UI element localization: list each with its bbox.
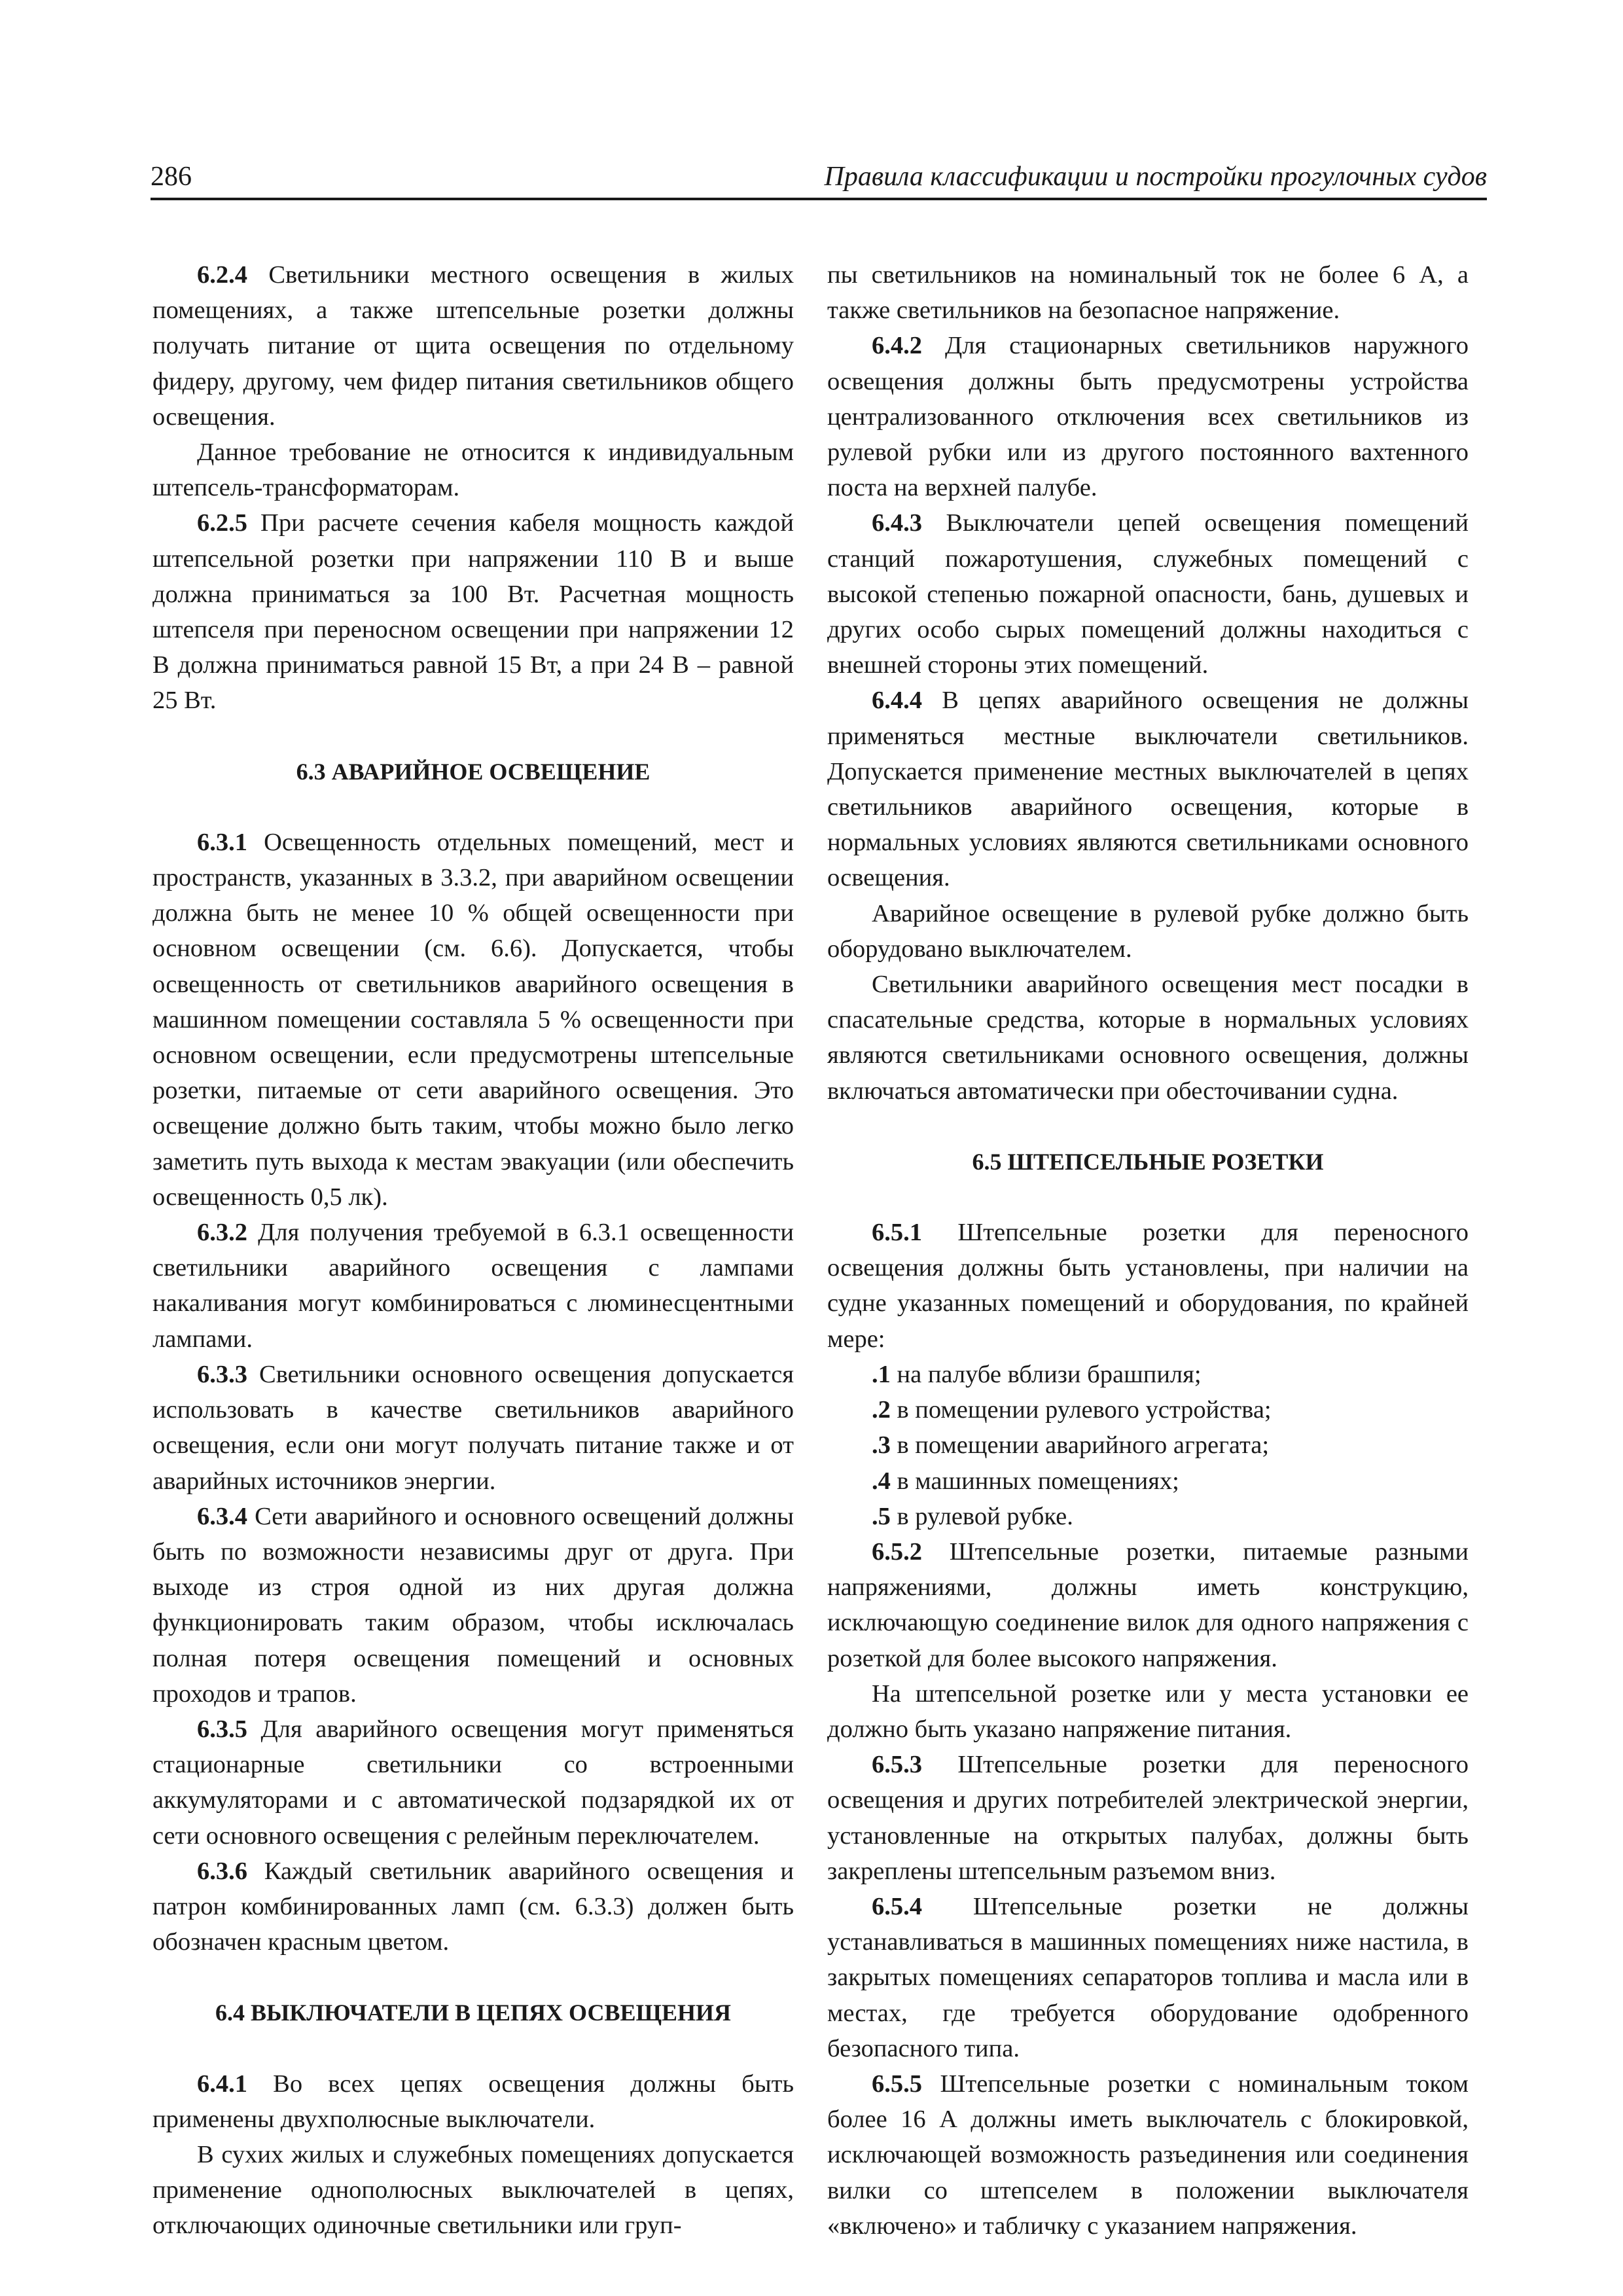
paragraph-6-4-4-note-1: Аварийное освещение в рулевой рубке должно быть оборудовано выключателем. xyxy=(827,899,1469,963)
left-column xyxy=(152,257,794,2244)
clause-number: 6.3.2 xyxy=(197,1219,247,1247)
paragraph-text: Во всех цепях освещения должны быть применены двухполюсные выключатели. xyxy=(152,2070,794,2133)
list-item-text: в помещении аварийного агрегата; xyxy=(890,1431,1270,1460)
clause-number: 6.5.2 xyxy=(872,1537,922,1566)
paragraph-text: Каждый светильник аварийного освещения и патрон комбинированных ламп (см. 6.3.3) должен быть обозначен красным цветом. xyxy=(152,1857,794,1956)
clause-number: 6.5.3 xyxy=(872,1751,922,1779)
paragraph-6-5-4 xyxy=(827,1889,1469,2066)
paragraph-text: Для получения требуемой в 6.3.1 освещенности светильники аварийного освещения с лампами накаливания могут комбинироваться с люминесцентными лампами. xyxy=(152,1219,794,1353)
list-item-text: на палубе вблизи брашпиля; xyxy=(890,1360,1202,1388)
paragraph-text: Освещенность отдельных помещений, мест и пространств, указанных в 3.3.2, при аварийном освещении должна быть не менее 10 % общей освещенности при основном освещении (см. 6.6). Допускается, чтобы освещенность от светильников аварийного освещения в машинном помещении составляла 5 % освещенности при основном освещении, если предусмотрены штепсельные розетки, питаемые от сети аварийного освещения. Это освещение должно быть таким, чтобы можно было легко заметить путь выхода к местам эвакуации (или обеспечить освещенность 0,5 лк). xyxy=(152,828,794,1211)
clause-number: 6.4.2 xyxy=(872,332,922,360)
list-item-text: в машинных помещениях; xyxy=(890,1467,1179,1495)
paragraph-text: Светильники местного освещения в жилых помещениях, а также штепсельные розетки должны получать питание от щита освещения по отдельному фидеру, другому, чем фидер питания светильников общего освещения. xyxy=(152,261,794,431)
clause-number: 6.3.5 xyxy=(197,1715,247,1743)
clause-number: 6.3.4 xyxy=(197,1502,247,1530)
paragraph-text: Выключатели цепей освещения помещений станций пожаротушения, служебных помещений с высокой степенью пожарной опасности, бань, душевых и других особо сырых помещений должны находиться с внешней стороны этих помещений. xyxy=(827,509,1469,679)
paragraph-text: Штепсельные розетки не должны устанавливаться в машинных помещениях ниже настила, в закрытых помещениях сепараторов топлива и масла или в местах, где требуется оборудование одобренного безопасного типа. xyxy=(827,1892,1469,2062)
list-item xyxy=(827,1357,1469,1392)
paragraph-text: В цепях аварийного освещения не должны применяться местные выключатели светильников. Допускается применение местных выключателей в цепях светильников аварийного освещения, которые в нормальных условиях являются светильниками основного освещения. xyxy=(827,687,1469,892)
clause-number: 6.2.4 xyxy=(197,261,247,289)
list-item-number: .5 xyxy=(872,1502,891,1530)
paragraph-6-5-2 xyxy=(827,1534,1469,1676)
list-item-number: .3 xyxy=(872,1431,891,1460)
section-heading-6-5: 6.5 ШТЕПСЕЛЬНЫЕ РОЗЕТКИ xyxy=(972,1148,1324,1175)
clause-number: 6.4.1 xyxy=(197,2070,247,2098)
clause-number: 6.4.4 xyxy=(872,687,922,715)
paragraph-6-5-1 xyxy=(827,1215,1469,1357)
paragraph-6-3-6 xyxy=(152,1854,794,1960)
right-column xyxy=(827,257,1469,2244)
paragraph-6-2-4-note: Данное требование не относится к индивидуальным штепсель-трансформаторам. xyxy=(152,439,794,502)
paragraph-6-3-3 xyxy=(152,1357,794,1499)
running-title: Правила классификации и постройки прогулочных судов xyxy=(824,162,1487,192)
paragraph-6-3-2 xyxy=(152,1215,794,1357)
paragraph-text: Штепсельные розетки для переносного освещения и других потребителей электрической энергии, установленные на открытых палубах, должны быть закреплены штепсельным разъемом вниз. xyxy=(827,1751,1469,1885)
paragraph-text: Для аварийного освещения могут применяться стационарные светильники со встроенными аккумуляторами и с автоматической подзарядкой их от сети основного освещения с релейным переключателем. xyxy=(152,1715,794,1850)
paragraph-6-5-5 xyxy=(827,2066,1469,2244)
paragraph-6-2-5 xyxy=(152,505,794,718)
paragraph-text: Штепсельные розетки с номинальным током более 16 А должны иметь выключатель с блокировкой, исключающей возможность разъединения или соединения вилки со штепселем в положении выключателя «включено» и табличку с указанием напряжения. xyxy=(827,2070,1469,2240)
paragraph-6-4-4 xyxy=(827,683,1469,895)
clause-number: 6.5.5 xyxy=(872,2070,922,2098)
list-item xyxy=(827,1499,1469,1534)
paragraph-text: Для стационарных светильников наружного освещения должны быть предусмотрены устройства централизованного отключения всех светильников из рулевой рубки или из другого постоянного вахтенного поста на верхней палубе. xyxy=(827,332,1469,502)
paragraph-6-4-1 xyxy=(152,2066,794,2137)
clause-number: 6.5.1 xyxy=(872,1219,922,1247)
list-item-number: .4 xyxy=(872,1467,891,1495)
paragraph-6-4-3 xyxy=(827,505,1469,683)
paragraph-6-5-3 xyxy=(827,1747,1469,1889)
paragraph-6-4-4-note-2: Светильники аварийного освещения мест посадки в спасательные средства, которые в нормальных условиях являются светильниками основного освещения, должны включаться автоматически при обесточивании судна. xyxy=(827,971,1469,1105)
list-item-number: .1 xyxy=(872,1360,891,1388)
paragraph-6-4-2 xyxy=(827,328,1469,505)
paragraph-6-3-4 xyxy=(152,1499,794,1712)
section-heading-6-4: 6.4 ВЫКЛЮЧАТЕЛИ В ЦЕПЯХ ОСВЕЩЕНИЯ xyxy=(215,2000,732,2026)
page-header xyxy=(151,152,1487,200)
paragraph-6-3-1 xyxy=(152,825,794,1215)
clause-number: 6.3.3 xyxy=(197,1360,247,1388)
paragraph-6-4-1-note: В сухих жилых и служебных помещениях допускается применение однополюсных выключателей в цепях, отключающих одиночные светильники или груп- xyxy=(152,2140,794,2240)
paragraph-continued: пы светильников на номинальный ток не более 6 А, а также светильников на безопасное напряжение. xyxy=(827,261,1469,325)
list-item-text: в помещении рулевого устройства; xyxy=(890,1396,1272,1424)
clause-number: 6.4.3 xyxy=(872,509,922,537)
list-item xyxy=(827,1392,1469,1427)
paragraph-text: Светильники основного освещения допускается использовать в качестве светильников аварийного освещения, если они могут получать питание также и от аварийных источников энергии. xyxy=(152,1360,794,1495)
paragraph-text: Сети аварийного и основного освещений должны быть по возможности независимы друг от друга. При выходе из строя одной из них другая должна функционировать таким образом, чтобы исключалась полная потеря освещения помещений и основных проходов и трапов. xyxy=(152,1502,794,1708)
list-item-number: .2 xyxy=(872,1396,891,1424)
list-item xyxy=(827,1463,1469,1499)
list-item-text: в рулевой рубке. xyxy=(890,1502,1073,1530)
clause-number: 6.5.4 xyxy=(872,1892,922,1920)
paragraph-text: При расчете сечения кабеля мощность каждой штепсельной розетки при напряжении 110 В и выше должна приниматься за 100 Вт. Расчетная мощность штепселя при переносном освещении при напряжении 12 В должна приниматься равной 15 Вт, а при 24 В – равной 25 Вт. xyxy=(152,509,794,715)
page-number: 286 xyxy=(151,162,192,192)
section-heading-6-3: 6.3 АВАРИЙНОЕ ОСВЕЩЕНИЕ xyxy=(296,758,651,785)
list-item xyxy=(827,1427,1469,1463)
paragraph-6-3-5 xyxy=(152,1712,794,1854)
paragraph-text: Штепсельные розетки, питаемые разными напряжениями, должны иметь конструкцию, исключающую соединение вилок для одного напряжения с розеткой для более высокого напряжения. xyxy=(827,1537,1469,1672)
paragraph-6-5-2-note: На штепсельной розетке или у места установки ее должно быть указано напряжение питания. xyxy=(827,1679,1469,1743)
clause-number: 6.3.6 xyxy=(197,1857,247,1885)
clause-number: 6.2.5 xyxy=(197,509,247,537)
clause-number: 6.3.1 xyxy=(197,828,247,856)
paragraph-text: Штепсельные розетки для переносного освещения должны быть установлены, при наличии на судне указанных помещений и оборудования, по крайней мере: xyxy=(827,1219,1469,1353)
paragraph-6-2-4 xyxy=(152,257,794,435)
